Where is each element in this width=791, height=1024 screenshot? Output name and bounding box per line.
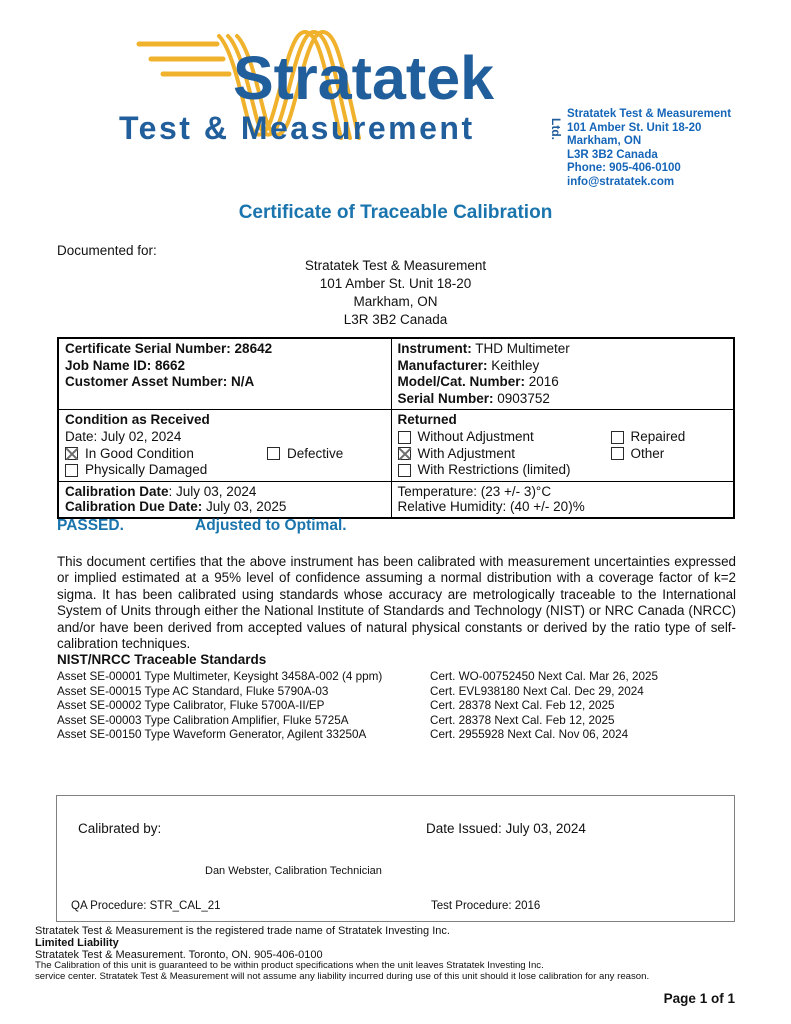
instrument-line xyxy=(398,341,728,358)
standard-cert: Cert. 28378 Next Cal. Feb 12, 2025 xyxy=(430,699,615,713)
model-value: 2016 xyxy=(525,374,559,390)
passed-status: PASSED. xyxy=(57,517,124,534)
option-label: In Good Condition xyxy=(85,445,194,461)
standards-row xyxy=(57,699,736,714)
calibration-due-label: Calibration Due Date: xyxy=(65,499,203,515)
cell-returned xyxy=(391,410,734,481)
option-other xyxy=(611,446,665,463)
footer-limited-liability: Limited Liability xyxy=(35,936,119,949)
customer-address-line: 101 Amber St. Unit 18-20 xyxy=(319,276,472,291)
table-row-dates xyxy=(58,481,734,518)
adjustment-status: Adjusted to Optimal. xyxy=(195,517,347,534)
contact-line: 101 Amber St. Unit 18-20 xyxy=(567,121,702,134)
returned-heading: Returned xyxy=(397,412,457,428)
cell-instrument-info xyxy=(391,338,734,410)
condition-option-row xyxy=(65,446,385,463)
serial-line xyxy=(398,391,728,408)
contact-line: Stratatek Test & Measurement xyxy=(567,108,732,120)
brand-name: Stratatek xyxy=(233,44,495,112)
contact-email: info@stratatek.com xyxy=(567,175,675,188)
page-word: Page xyxy=(663,991,696,1006)
brand-suffix-ltd: Ltd. xyxy=(549,118,563,140)
table-row-condition xyxy=(58,410,734,481)
option-label: With Restrictions (limited) xyxy=(417,462,571,478)
contact-line: L3R 3B2 Canada xyxy=(567,148,658,161)
manufacturer-value: Keithley xyxy=(487,357,540,373)
checkbox-physically-damaged[interactable] xyxy=(65,464,78,477)
standards-row xyxy=(57,714,736,729)
returned-option-row xyxy=(398,429,728,446)
cell-calibration-dates xyxy=(58,481,391,518)
serial-label: Serial Number: xyxy=(397,390,494,406)
standard-asset: Asset SE-00015 Type AC Standard, Fluke 5790A-03 xyxy=(57,684,329,698)
footer-trade-name: Stratatek Test & Measurement is the registered trade name of Stratatek Investing Inc. xyxy=(35,925,450,937)
manufacturer-line xyxy=(398,358,728,375)
temperature-line: Temperature: (23 +/- 3)°C xyxy=(397,483,552,499)
standards-row xyxy=(57,670,736,685)
footer-liability-line: service center. Stratatek Test & Measurement will not assume any liability incurred during use of this unit should it lose calibration for any reason. xyxy=(35,970,650,982)
calibrated-by-label: Calibrated by: xyxy=(78,821,162,836)
page-title: Certificate of Traceable Calibration xyxy=(238,202,553,223)
footer-company-line: Stratatek Test & Measurement. Toronto, ON. 905-406-0100 xyxy=(35,948,323,961)
customer-address-line: L3R 3B2 Canada xyxy=(343,312,448,327)
cell-certificate-ids xyxy=(58,338,391,410)
option-without-adjustment xyxy=(398,429,611,446)
option-repaired xyxy=(611,429,686,446)
condition-option-row xyxy=(65,462,385,479)
standards-row xyxy=(57,685,736,700)
checkbox-defective[interactable] xyxy=(267,447,280,460)
option-defective xyxy=(267,446,343,463)
page-total: 1 xyxy=(727,991,735,1006)
customer-address-line: Markham, ON xyxy=(353,294,438,309)
standard-asset: Asset SE-00002 Type Calibrator, Fluke 5700A-II/EP xyxy=(57,699,325,713)
standard-asset: Asset SE-00003 Type Calibration Amplifier, Fluke 5725A xyxy=(57,713,349,727)
calibration-date-line xyxy=(65,484,385,500)
calibration-due-line xyxy=(65,499,385,515)
qa-procedure: QA Procedure: STR_CAL_21 xyxy=(71,900,221,912)
checkbox-other[interactable] xyxy=(611,447,624,460)
checkbox-without-adjustment[interactable] xyxy=(398,431,411,444)
serial-value: 0903752 xyxy=(493,390,550,406)
option-physically-damaged xyxy=(65,462,207,479)
manufacturer-label: Manufacturer: xyxy=(397,357,488,373)
footer-guarantee-line: The Calibration of this unit is guaranteed to be within product specifications when the unit leaves Stratatek Investing Inc. xyxy=(35,960,544,972)
instrument-label: Instrument: xyxy=(397,341,472,356)
option-label: Repaired xyxy=(630,428,686,444)
standard-cert: Cert. 2955928 Next Cal. Nov 06, 2024 xyxy=(430,728,629,742)
page-number xyxy=(664,991,735,1006)
standard-asset: Asset SE-00150 Type Waveform Generator, Agilent 33250A xyxy=(57,728,367,742)
customer-asset-number: Customer Asset Number: N/A xyxy=(65,374,255,390)
standard-asset: Asset SE-00001 Type Multimeter, Keysight 3458A-002 (4 ppm) xyxy=(57,670,383,683)
condition-date: Date: July 02, 2024 xyxy=(65,428,182,444)
documented-for-label: Documented for: xyxy=(57,243,157,258)
checkbox-with-restrictions[interactable] xyxy=(398,464,411,477)
option-label: Physically Damaged xyxy=(85,462,208,478)
technician-name: Dan Webster, Calibration Technician xyxy=(205,865,382,877)
signoff-box xyxy=(56,795,735,922)
company-contact-block xyxy=(567,108,731,189)
test-procedure: Test Procedure: 2016 xyxy=(431,900,541,912)
company-logo xyxy=(115,20,585,155)
standard-cert: Cert. EVL938180 Next Cal. Dec 29, 2024 xyxy=(430,684,644,698)
certificate-serial: Certificate Serial Number: 28642 xyxy=(65,341,273,356)
calibration-date-label: Calibration Date xyxy=(65,483,169,499)
standard-cert: Cert. WO-00752450 Next Cal. Mar 26, 2025 xyxy=(430,670,659,683)
model-label: Model/Cat. Number: xyxy=(397,374,526,390)
brand-tagline: Test & Measurement xyxy=(119,110,475,146)
model-line xyxy=(398,374,728,391)
option-label: Defective xyxy=(287,445,344,461)
humidity-line: Relative Humidity: (40 +/- 20)% xyxy=(397,499,585,515)
legal-footer xyxy=(35,926,757,982)
option-label: Without Adjustment xyxy=(417,428,534,444)
checkbox-with-adjustment[interactable] xyxy=(398,447,411,460)
standards-row xyxy=(57,728,736,743)
customer-address-block xyxy=(0,257,791,329)
cell-environment xyxy=(391,481,734,518)
standard-cert: Cert. 28378 Next Cal. Feb 12, 2025 xyxy=(430,713,615,727)
standards-heading: NIST/NRCC Traceable Standards xyxy=(57,652,267,667)
checkbox-repaired[interactable] xyxy=(611,431,624,444)
option-with-adjustment xyxy=(398,446,611,463)
result-line xyxy=(57,517,347,535)
returned-option-row xyxy=(398,446,728,463)
certification-paragraph: This document certifies that the above instrument has been calibrated with measurement uncertainties expressed or implied estimated at a 95% level of confidence assuming a normal distribution with a coverage factor of k=2 sigma. It has been calibrated using standards whose accuracy are metrologically traceable to the International System of Units through either the National Institute of Standards and Technology (NIST) or NRC Canada (NRCC) and/or have been derived from accepted values of natural physical constants or derived by the ratio type of self-calibration techniques. xyxy=(57,554,736,652)
option-with-restrictions xyxy=(398,462,571,479)
condition-heading: Condition as Received xyxy=(65,412,210,428)
cell-condition-received xyxy=(58,410,391,481)
certificate-info-table xyxy=(57,337,735,519)
calibration-date-value: : July 03, 2024 xyxy=(168,483,257,499)
checkbox-in-good-condition[interactable] xyxy=(65,447,78,460)
contact-phone: Phone: 905-406-0100 xyxy=(567,162,681,174)
of-word: of xyxy=(710,991,724,1006)
traceable-standards-section xyxy=(57,652,736,743)
option-in-good-condition xyxy=(65,446,267,463)
returned-option-row xyxy=(398,462,728,479)
option-label: Other xyxy=(630,445,665,461)
contact-line: Markham, ON xyxy=(567,135,642,147)
date-issued: Date Issued: July 03, 2024 xyxy=(426,821,586,836)
job-name-id: Job Name ID: 8662 xyxy=(65,357,186,373)
instrument-value: THD Multimeter xyxy=(471,341,570,356)
page-current: 1 xyxy=(699,991,708,1006)
table-row-identifiers xyxy=(58,338,734,410)
customer-address-line: Stratatek Test & Measurement xyxy=(304,258,487,273)
calibration-due-value: July 03, 2025 xyxy=(202,499,287,515)
option-label: With Adjustment xyxy=(417,445,516,461)
